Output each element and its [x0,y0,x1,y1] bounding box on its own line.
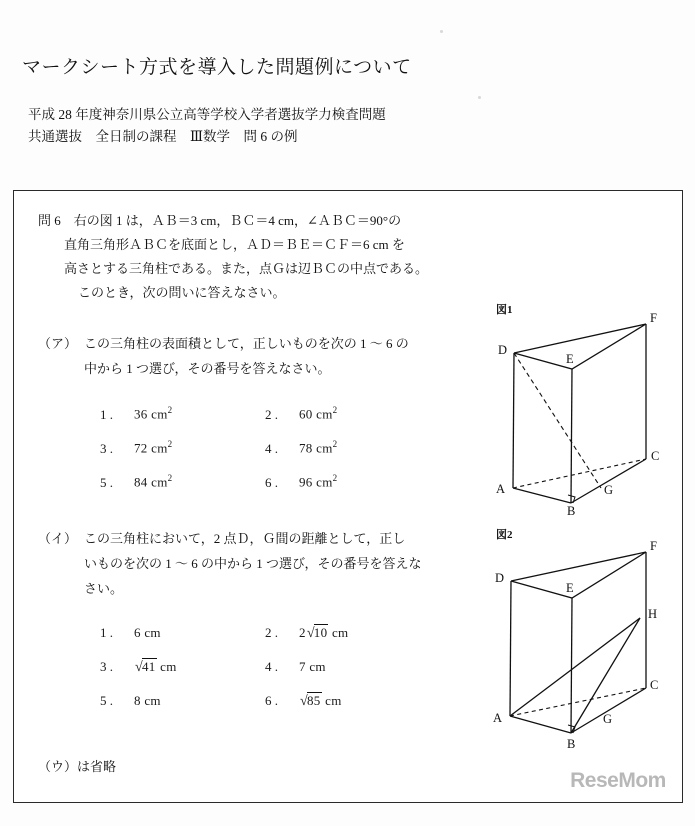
figure-1-diagram [476,301,676,516]
figure-1-label: 図1 [496,304,513,316]
choices-i [100,616,430,718]
figure-2-label: 図2 [496,529,513,541]
sub-i-line-2: いものを次の 1 〜 6 の中から 1 つ選び，その番号を答えな [84,556,422,571]
figure-1-vertex-A: A [496,482,506,496]
choice-row [100,616,430,650]
choice-number: 5 . [100,474,113,490]
choice-number: 6 . [265,474,278,490]
figure-2-vertex-F: F [650,539,657,553]
choice-number: 1 . [100,406,113,422]
figure-2-vertex-G: G [603,712,613,726]
choice-value: 60 $cm^2$ [299,405,338,422]
document-subtitle [28,104,386,148]
watermark-text: ReseMom [570,769,666,792]
choice-row [100,650,430,684]
choice-a-5[interactable] [100,473,265,490]
choice-value: 8 cm [134,693,161,708]
sqrt-symbol: √85 [300,692,321,709]
figure-2-vertex-C: C [650,678,659,692]
figure-1-vertex-G: G [604,483,614,497]
choice-number: 2 . [265,406,278,422]
choice-a-2[interactable] [265,405,430,422]
choice-value: 6 cm [134,625,161,640]
sub-a-line-1: この三角柱の表面積として，正しいものを次の 1 〜 6 の [84,336,409,351]
choice-value: 72 $cm^2$ [134,439,173,456]
figure-1 [476,301,676,516]
omitted-note: （ウ）は省略 [38,759,117,774]
choice-value: 96 $cm^2$ [299,473,338,490]
problem-frame [13,190,683,803]
choice-value: 7 cm [299,659,326,674]
choice-a-1[interactable] [100,405,265,422]
choice-number: 4 . [265,659,278,674]
choice-number: 3 . [100,440,113,456]
choice-value: √85 cm [300,692,342,709]
choice-row [100,684,430,718]
document-title: マークシート方式を導入した問題例について [22,57,412,78]
choice-value: 2√10 cm [299,624,349,641]
choice-number: 5 . [100,693,113,708]
figure-2-vertex-B: B [567,737,576,751]
sqrt-symbol: √10 [306,624,328,641]
choice-row [100,397,430,431]
question-line-4: このとき，次の問いに答えなさい。 [78,285,286,300]
figure-2-vertex-A: A [493,711,503,725]
choice-row [100,465,430,499]
choice-number: 6 . [265,692,278,708]
figure-2-vertex-E: E [566,581,574,595]
choice-value: 78 $cm^2$ [299,439,338,456]
question-line-3: 高さとする三角柱である。また，点Ｇは辺ＢＣの中点である。 [64,261,429,276]
choice-a-3[interactable] [100,439,265,456]
sub-question-i-text [84,526,478,601]
choice-i-3[interactable] [100,659,265,676]
choices-a [100,397,430,499]
sub-i-line-1: この三角柱において，2 点Ｄ，Ｇ間の距離として，正し [84,531,406,546]
scan-speck [440,30,443,33]
choice-number: 2 . [265,624,278,640]
question-line-1: 問 6 右の図 1 は，ＡＢ＝3 cm，ＢＣ＝4 cm，∠ＡＢＣ＝90°の [38,213,402,228]
choice-row [100,431,430,465]
figure-1-vertex-B: B [567,504,576,516]
choice-value: 84 $cm^2$ [134,473,173,490]
figure-2-vertex-H: H [648,607,658,621]
question-stem [38,209,468,305]
sub-question-a [38,331,478,381]
choice-a-4[interactable] [265,439,430,456]
sub-a-line-2: 中から 1 つ選び，その番号を答えなさい。 [84,361,331,376]
watermark [566,766,670,796]
choice-i-1[interactable] [100,625,265,641]
sub-question-a-marker: （ア） [38,336,78,351]
choice-number: 4 . [265,440,278,456]
sub-question-a-text [84,331,478,381]
choice-i-2[interactable] [265,625,430,642]
choice-i-5[interactable] [100,693,265,709]
choice-number: 1 . [100,625,113,640]
question-line-2: 直角三角形ＡＢＣを底面とし，ＡＤ＝ＢＥ＝ＣＦ＝6 cm を [64,237,405,252]
choice-number: 3 . [100,658,113,674]
figure-2 [476,526,676,751]
choice-i-4[interactable] [265,659,430,675]
sqrt-symbol: √41 [135,658,156,675]
figure-2-diagram [476,526,676,751]
sub-i-line-3: さい。 [84,581,124,596]
figure-1-vertex-F: F [650,311,657,325]
figure-2-vertex-D: D [495,571,505,585]
subtitle-line-1: 平成 28 年度神奈川県公立高等学校入学者選抜学力検査問題 [28,107,386,122]
choice-i-6[interactable] [265,693,430,710]
subtitle-line-2: 共通選抜 全日制の課程 Ⅲ数学 問 6 の例 [28,129,298,144]
figure-1-vertex-D: D [498,343,508,357]
figure-1-vertex-E: E [566,352,574,366]
choice-value: √41 cm [135,658,177,675]
scan-speck [478,96,481,99]
figure-1-vertex-C: C [651,449,660,463]
choice-a-6[interactable] [265,473,430,490]
choice-value: 36 $cm^2$ [134,405,173,422]
sub-question-i-marker: （イ） [38,531,78,546]
sub-question-i [38,526,478,601]
